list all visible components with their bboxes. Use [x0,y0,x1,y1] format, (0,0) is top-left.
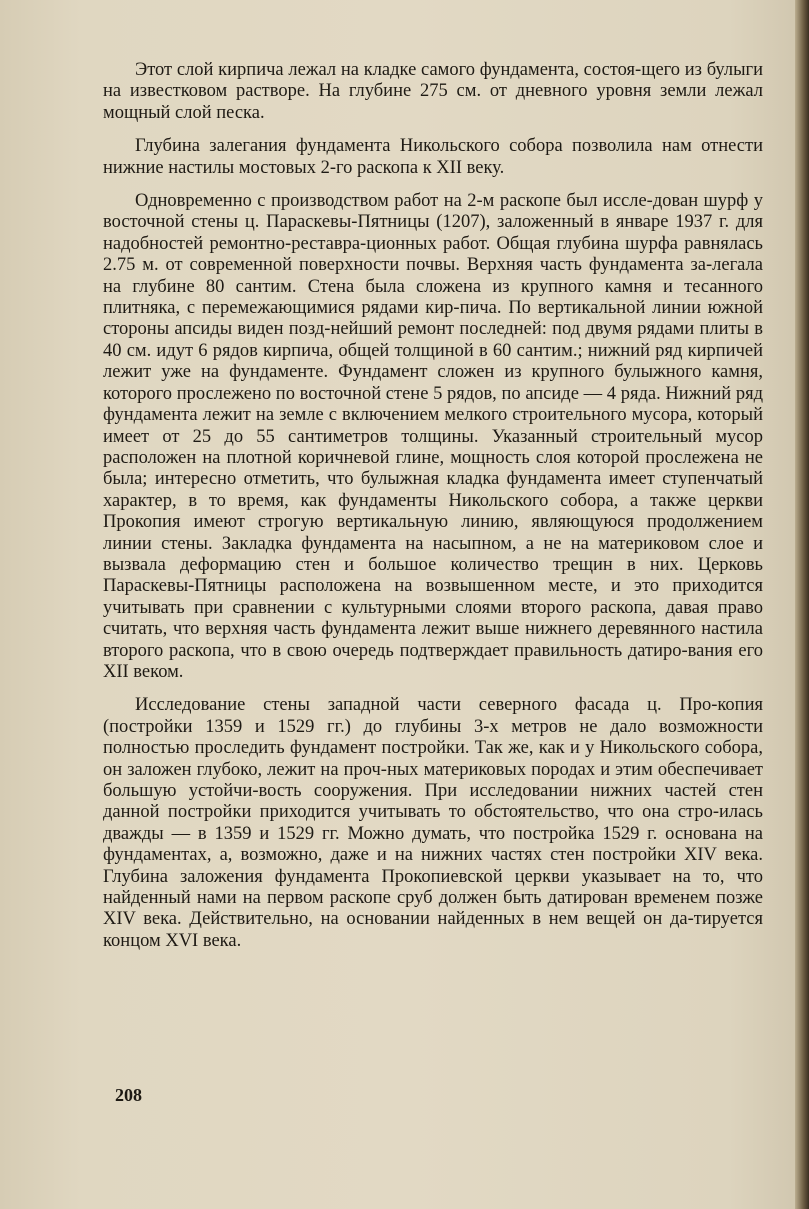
book-spine-edge [795,0,809,1209]
paragraph-3: Одновременно с производством работ на 2-м раскопе был иссле-дован шурф у восточной стены ц. Параскевы-Пятницы (1207), заложенный в январе 1937 г. для надобностей ремонтно-реставра-ционных работ. Общая глубина шурфа равнялась 2.75 м. от современной поверхности почвы. Верхняя часть фундамента за-легала на глубине 80 сантим. Стена была сложена из крупного камня и тесанного плитняка, с перемежающимися рядами кир-пича. По вертикальной линии южной стороны апсиды виден позд-нейший ремонт последней: под двумя рядами плиты в 40 см. идут 6 рядов кирпича, общей толщиной в 60 сантим.; нижний ряд кирпичей лежит уже на фундаменте. Фундамент сложен из крупного булыжного камня, которого прослежено по восточной стене 5 рядов, по апсиде — 4 ряда. Нижний ряд фундамента лежит на земле с включением мелкого строительного мусора, который имеет от 25 до 55 сантиметров толщины. Указанный строительный мусор расположен на плотной коричневой глине, мощность слоя которой прослежена не была; интересно отметить, что булыжная кладка фундамента имеет ступенчатый характер, в то время, как фундаменты Никольского собора, а также церкви Прокопия имеют строгую вертикальную линию, являющуюся продолжением линии стены. Закладка фундамента на насыпном, а не на материковом слое и вызвала деформацию стен и большое количество трещин в них. Церковь Параскевы-Пятницы расположена на возвышенном месте, и это приходится учитывать при сравнении с культурными слоями второго раскопа, давая право считать, что верхняя часть фундамента лежит выше нижнего деревянного настила второго раскопа, что в свою очередь подтверждает правильность датиро-вания его XII веком. [103,191,763,682]
page-number: 208 [115,1085,142,1105]
paragraph-4: Исследование стены западной части северного фасада ц. Про-копия (постройки 1359 и 1529 гг.) до глубины 3-х метров не дало возможности полностью проследить фундамент постройки. Так же, как и у Никольского собора, он заложен глубоко, лежит на проч-ных материковых породах и этим обеспечивает большую устойчи-вость сооружения. При исследовании нижних частей стен данной постройки приходится учитывать то обстоятельство, что она стро-илась дважды — в 1359 и 1529 гг. Можно думать, что постройка 1529 г. основана на фундаментах, а, возможно, даже и на нижних частях стен постройки XIV века. Глубина заложения фундамента Прокопиевской церкви указывает на то, что найденный нами на первом раскопе сруб должен быть датирован временем позже XIV века. Действительно, на основании найденных в нем вещей он да-тируется концом XVI века. [103,695,763,951]
paragraph-1: Этот слой кирпича лежал на кладке самого фундамента, состоя-щего из булыги на известковом растворе. На глубине 275 см. от дневного уровня земли лежал мощный слой песка. [103,60,763,123]
body-text [103,60,763,964]
paragraph-2: Глубина залегания фундамента Никольского собора позволила нам отнести нижние настилы мостовых 2-го раскопа к XII веку. [103,136,763,178]
